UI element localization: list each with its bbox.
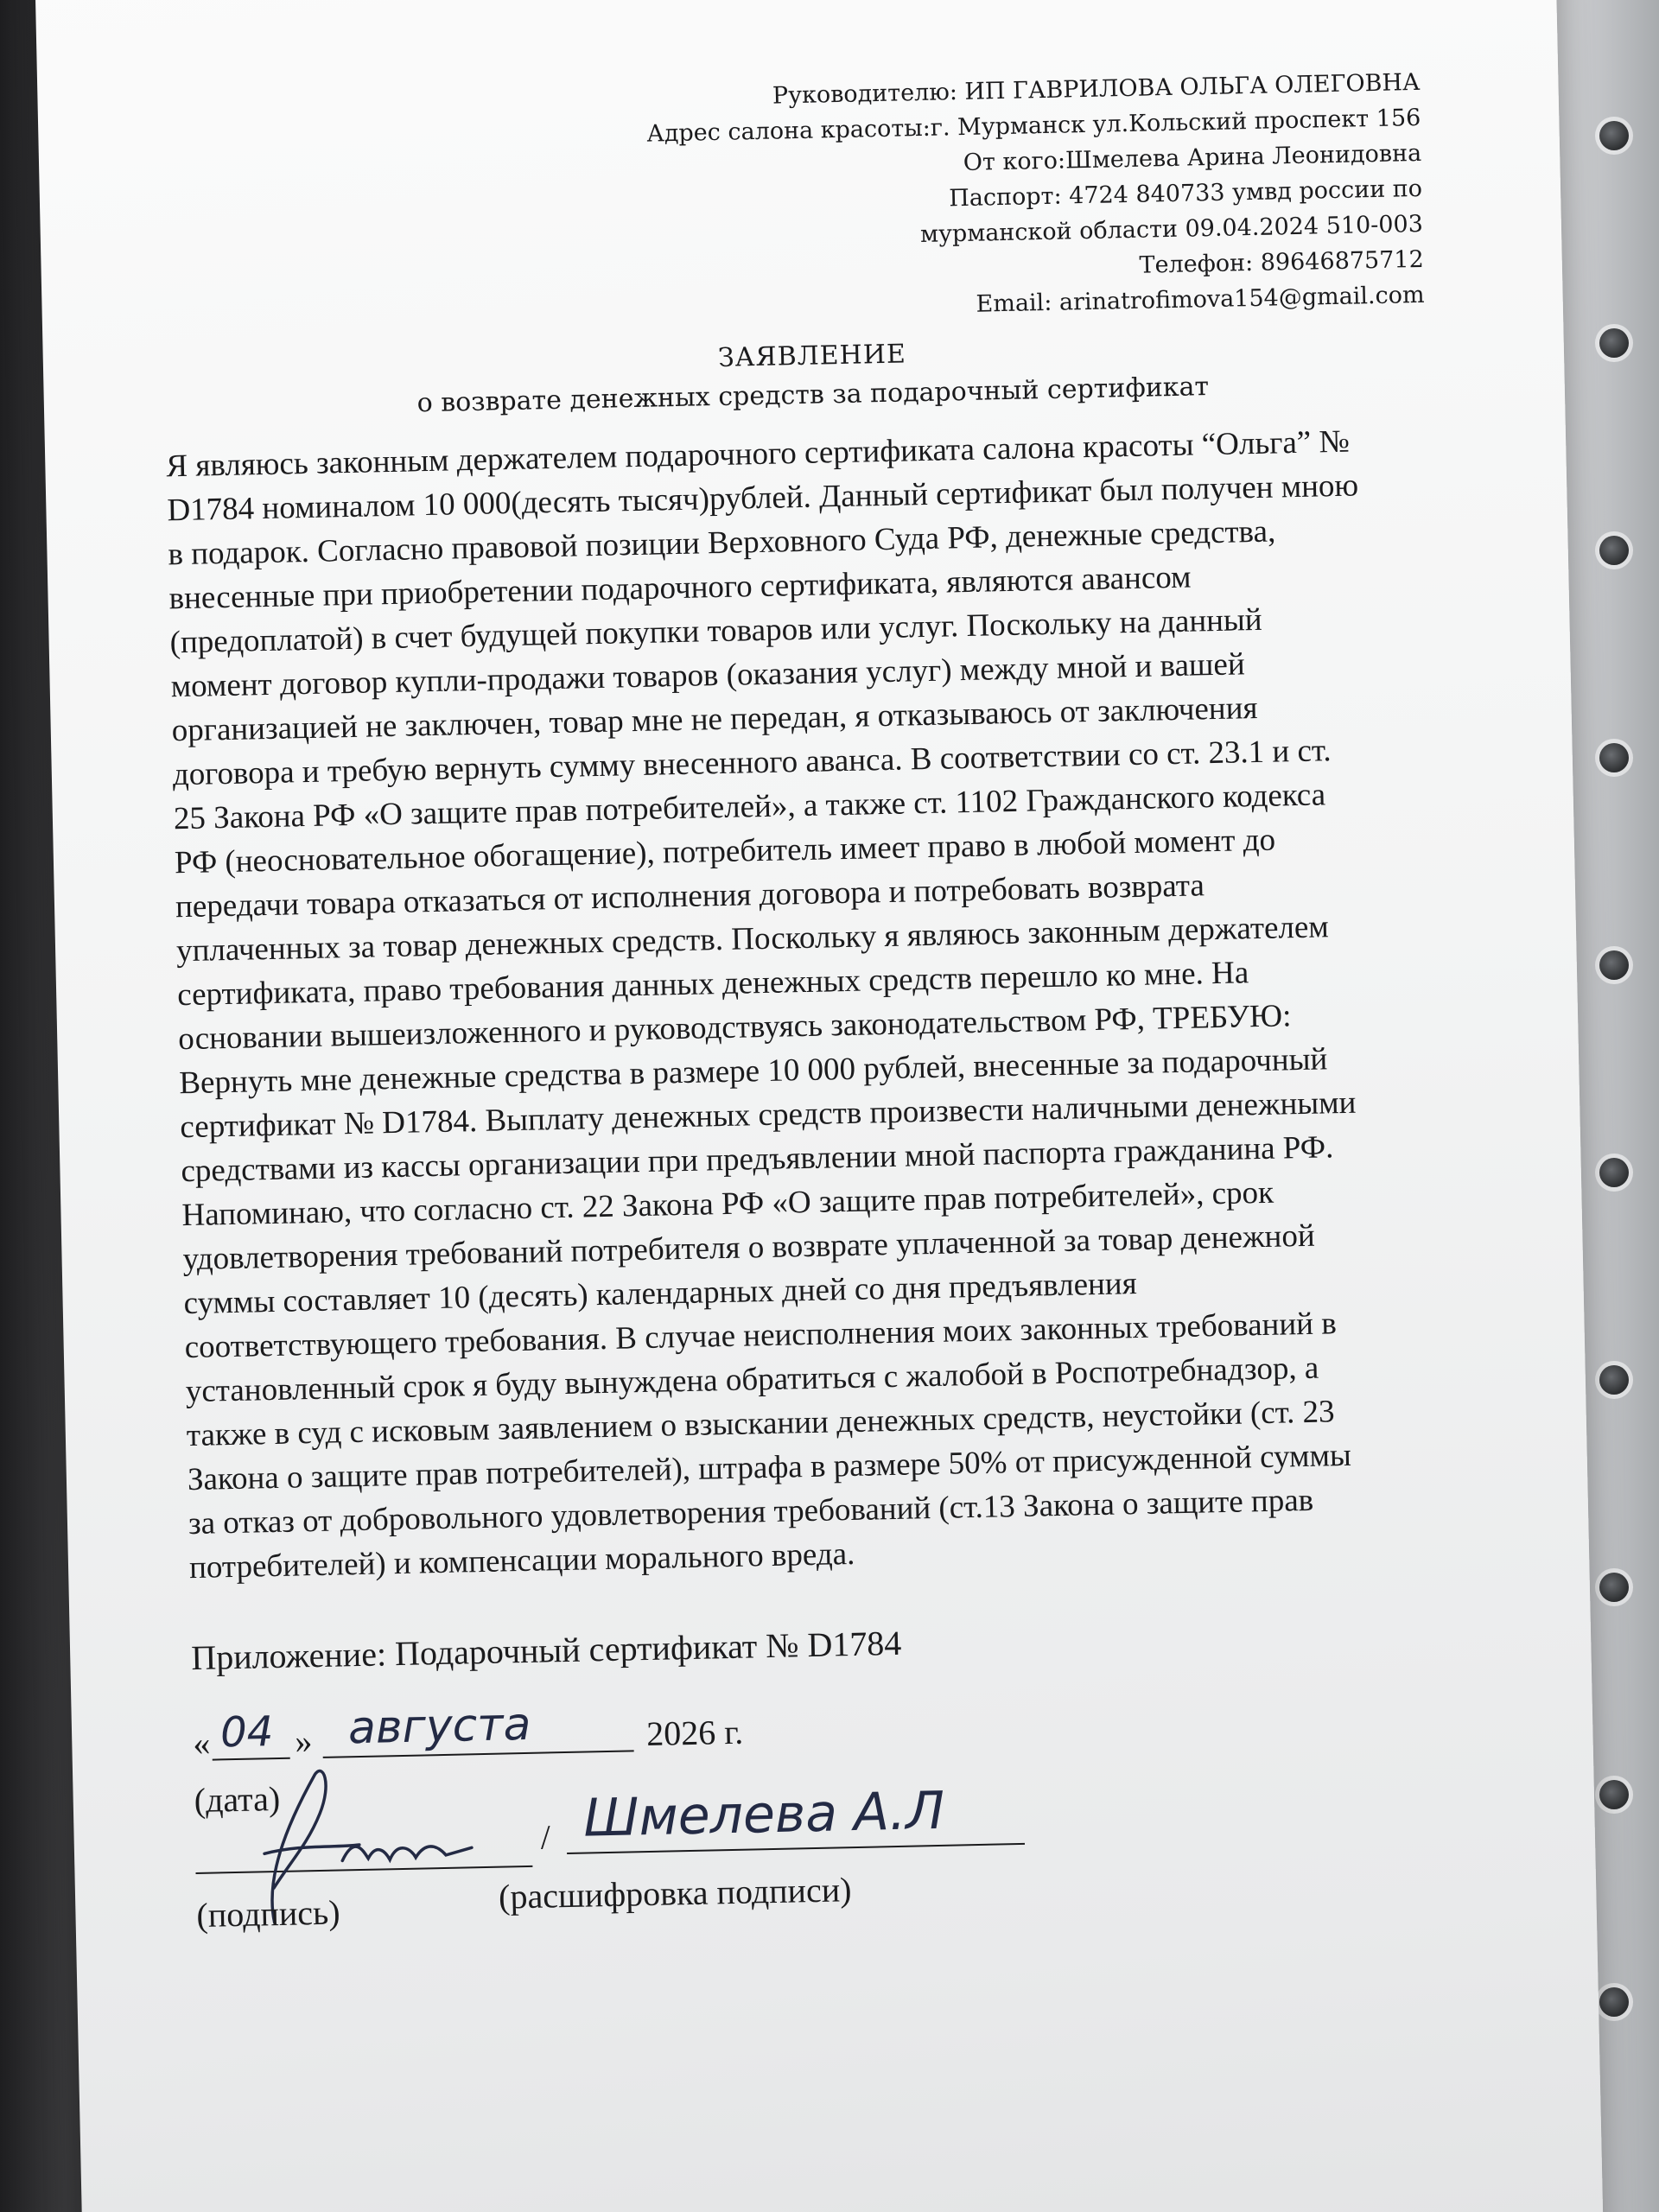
body-line: договора и требую вернуть сумму внесенного аванса. В соответствии со ст. 23.1 и ст. [172, 733, 1332, 793]
addressee-block [158, 64, 1459, 339]
document-content [158, 64, 1494, 2002]
body-line: Напоминаю, что согласно ст. 22 Закона РФ «О защите прав потребителей», срок [181, 1174, 1274, 1234]
addressee-line: Руководителю: ИП ГАВРИЛОВА ОЛЬГА ОЛЕГОВНА [772, 68, 1421, 110]
statement-body [166, 417, 1485, 1590]
punch-hole [1599, 743, 1629, 772]
body-line: сертификата, право требования данных денежных средств перешло ко мне. На [176, 955, 1249, 1014]
punch-hole [1599, 950, 1629, 980]
body-line: установленный срок я буду вынуждена обратиться с жалобой в Роспотребнадзор, а [185, 1350, 1319, 1410]
body-line: в подарок. Согласно правовой позиции Верховного Суда РФ, денежные средства, [168, 513, 1276, 573]
body-line: (предоплатой) в счет будущей покупки товаров или услуг. Поскольку на данный [169, 601, 1263, 661]
passport-line: Паспорт: 4724 840733 умвд россии по [949, 175, 1423, 213]
address-line: Адрес салона красоты:г. Мурманск ул.Кольский проспект 156 [646, 104, 1421, 148]
body-line: потребителей) и компенсации морального вреда. [188, 1535, 855, 1586]
sender-line: От кого:Шмелева Арина Леонидовна [963, 139, 1422, 176]
date-caption: (дата) [194, 1778, 281, 1821]
signature-separator: / [540, 1817, 551, 1857]
document-subtitle: о возврате денежных средств за подарочный сертификат [416, 372, 1210, 419]
punch-hole [1599, 1573, 1629, 1602]
body-line: сертификат № D1784. Выплату денежных средств произвести наличными денежными [179, 1084, 1357, 1146]
decoding-caption: (расшифровка подписи) [498, 1870, 852, 1916]
date-year: 2026 г. [645, 1712, 744, 1754]
body-line: передачи товара отказаться от исполнения договора и потребовать возврата [175, 868, 1205, 925]
body-line: средствами из кассы организации при предъявлении мной паспорта гражданина РФ. [181, 1129, 1334, 1190]
punch-hole [1599, 1365, 1629, 1395]
punch-hole [1599, 536, 1629, 565]
title-block [164, 324, 1462, 429]
body-line: также в суд с исковым заявлением о взыскании денежных средств, неустойки (ст. 23 [186, 1394, 1335, 1454]
document-page [35, 0, 1604, 2212]
document-title: ЗАЯВЛЕНИЕ [717, 339, 907, 373]
date-open-quote: « [192, 1723, 211, 1764]
body-line: суммы составляет 10 (десять) календарных дней со дня предъявления [183, 1266, 1138, 1322]
body-line: Вернуть мне денежные средства в размере 10 000 рублей, внесенные за подарочный [178, 1041, 1328, 1102]
email-line: Email: arinatrofimova154@gmail.com [976, 281, 1425, 318]
punch-hole [1599, 1987, 1629, 2017]
body-line: удовлетворения требований потребителя о возврате уплаченной за товар денежной [182, 1217, 1316, 1278]
body-line: 25 Закона РФ «О защите прав потребителей», а также ст. 1102 Гражданского кодекса [173, 777, 1326, 837]
date-month-handwritten: августа [347, 1698, 531, 1755]
date-day-handwritten: 04 [219, 1707, 274, 1758]
body-line: соответствующего требования. В случае неисполнения моих законных требований в [184, 1306, 1338, 1366]
phone-line: Телефон: 89646875712 [1139, 245, 1425, 279]
punch-hole [1599, 328, 1629, 358]
passport-issuer-line: мурманской области 09.04.2024 510-003 [919, 210, 1424, 249]
body-line: уплаченных за товар денежных средств. Поскольку я являюсь законным держателем [175, 909, 1330, 969]
punch-hole [1599, 1158, 1629, 1187]
signature-decoding-handwritten: Шмелева А.Л [582, 1780, 945, 1849]
attachment-line: Приложение: Подарочный сертификат № D1784 [190, 1623, 902, 1678]
body-line: внесенные при приобретении подарочного сертификата, являются авансом [168, 559, 1192, 617]
body-line: момент договор купли-продажи товаров (оказания услуг) между мной и вашей [170, 646, 1246, 705]
body-line: за отказ от добровольного удовлетворения требований (ст.13 Закона о защите прав [188, 1482, 1314, 1542]
body-line: D1784 номиналом 10 000(десять тысяч)рублей. Данный сертификат был получен мною [167, 467, 1359, 529]
punch-hole [1599, 1780, 1629, 1809]
punch-hole [1599, 121, 1629, 150]
body-line: РФ (неосновательное обогащение), потребитель имеет право в любой момент до [174, 822, 1276, 881]
body-line: основании вышеизложенного и руководствуясь законодательством РФ, ТРЕБУЮ: [177, 998, 1292, 1058]
body-line: организацией не заключен, товар мне не передан, я отказываюсь от заключения [171, 690, 1258, 749]
body-line: Я являюсь законным держателем подарочного сертификата салона красоты “Ольга” № [165, 423, 1351, 485]
signature-caption: (подпись) [196, 1892, 341, 1935]
body-line: Закона о защите прав потребителей), штрафа в размере 50% от присужденной суммы [187, 1437, 1352, 1498]
date-close-quote: » [294, 1721, 313, 1761]
